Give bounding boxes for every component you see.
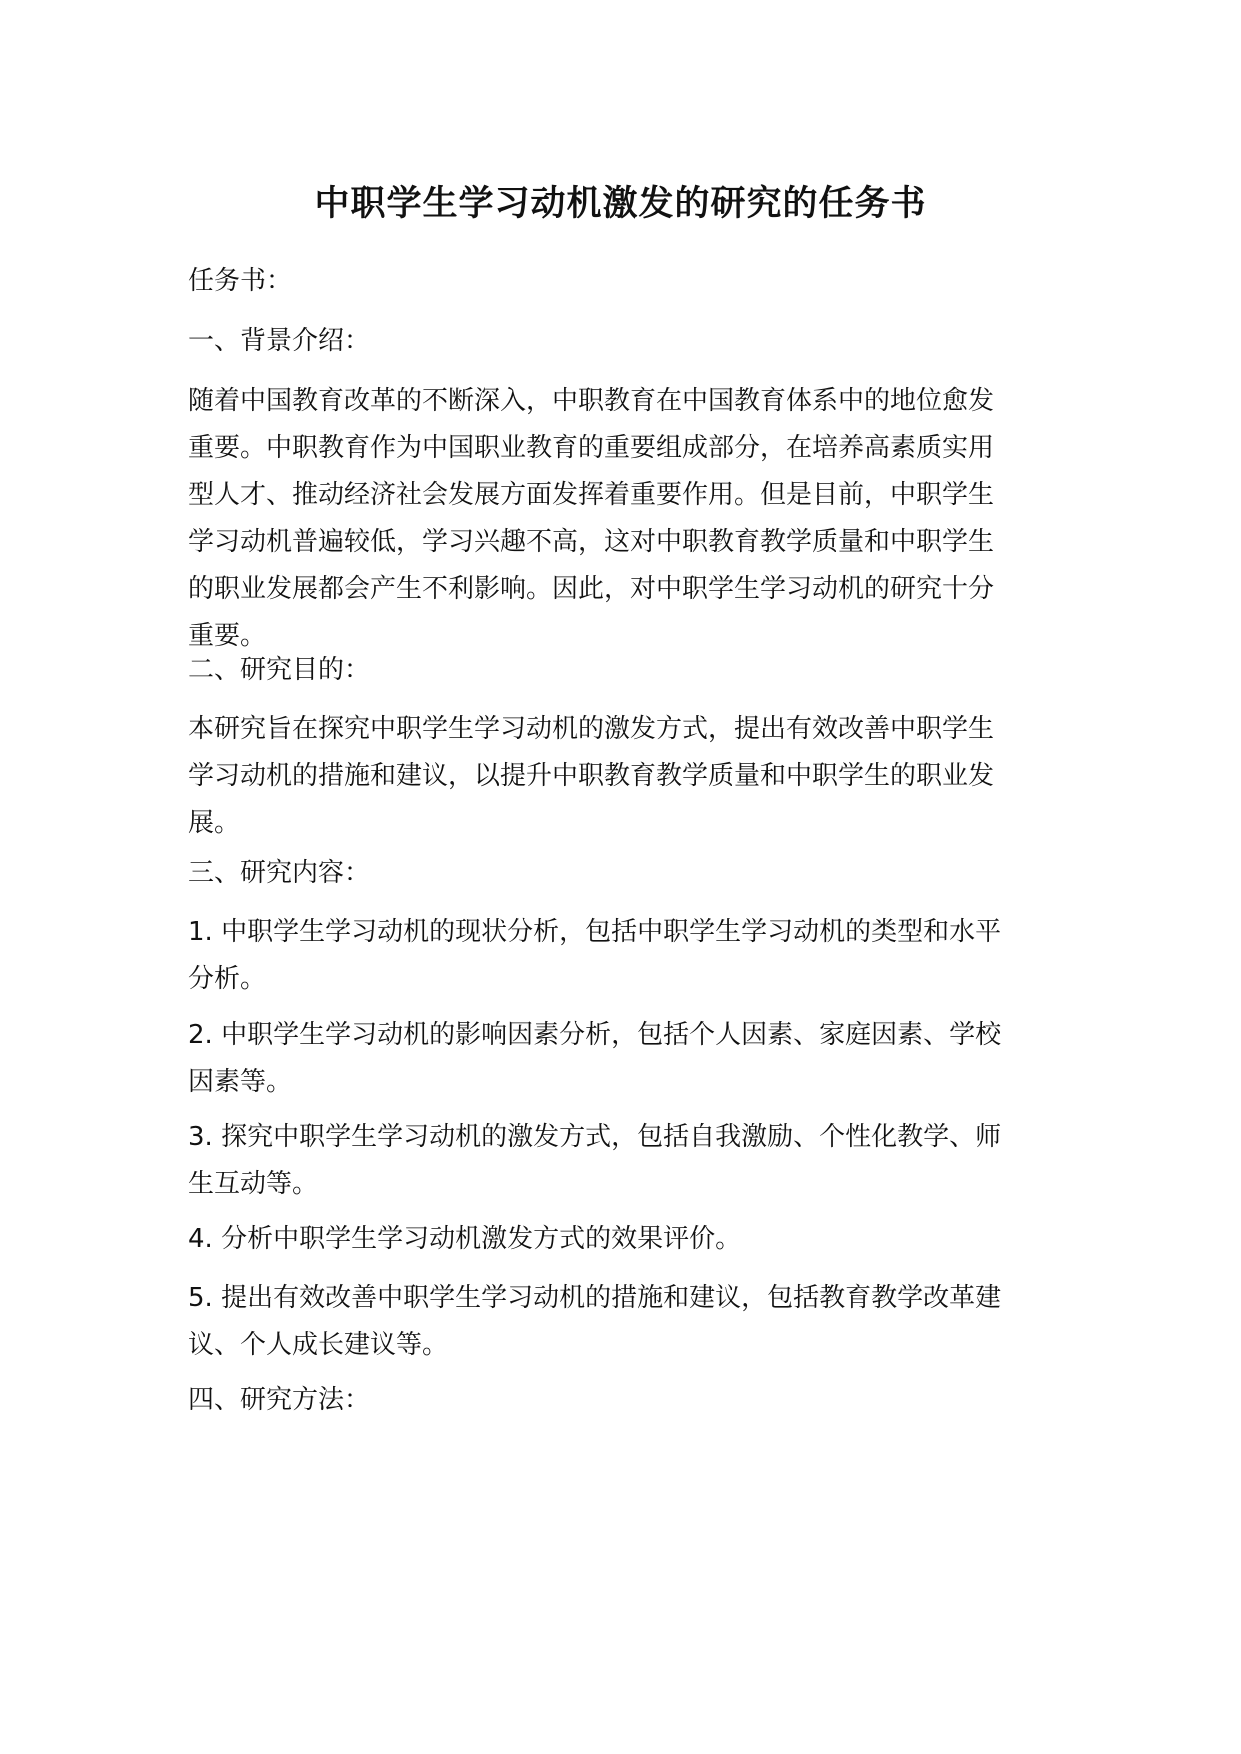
section-heading-content xyxy=(188,850,1044,897)
paragraph-task-heading xyxy=(188,258,1044,305)
text-line: 因素等。 xyxy=(188,1067,293,1097)
text-line: 4. 分析中职学生学习动机激发方式的效果评价。 xyxy=(188,1224,742,1254)
section-heading-purpose xyxy=(188,647,1044,694)
text-line: 三、研究内容： xyxy=(188,858,371,888)
text-line: 3. 探究中职学生学习动机的激发方式，包括自我激励、个性化教学、师 xyxy=(188,1122,1002,1152)
text-line: 2. 中职学生学习动机的影响因素分析，包括个人因素、家庭因素、学校 xyxy=(188,1020,1002,1050)
document-title: 中职学生学习动机激发的研究的任务书 xyxy=(314,184,927,224)
text-line: 学习动机的措施和建议，以提升中职教育教学质量和中职学生的职业发 xyxy=(188,761,995,791)
text-line: 5. 提出有效改善中职学生学习动机的措施和建议，包括教育教学改革建 xyxy=(188,1283,1002,1313)
text-line: 一、背景介绍： xyxy=(188,326,371,356)
text-line: 重要。中职教育作为中国职业教育的重要组成部分，在培养高素质实用 xyxy=(188,433,995,463)
list-item xyxy=(188,1114,1044,1208)
text-line: 随着中国教育改革的不断深入，中职教育在中国教育体系中的地位愈发 xyxy=(188,386,995,416)
section-heading-background xyxy=(188,318,1044,365)
paragraph-background xyxy=(188,378,1044,660)
list-item xyxy=(188,1275,1044,1369)
text-line: 1. 中职学生学习动机的现状分析，包括中职学生学习动机的类型和水平 xyxy=(188,917,1002,947)
list-item xyxy=(188,909,1044,1003)
text-line: 分析。 xyxy=(188,964,267,994)
list-item xyxy=(188,1216,1044,1263)
text-line: 议、个人成长建议等。 xyxy=(188,1330,449,1360)
text-line: 任务书： xyxy=(188,266,293,296)
text-line: 二、研究目的： xyxy=(188,655,371,685)
text-line: 的职业发展都会产生不利影响。因此，对中职学生学习动机的研究十分 xyxy=(188,574,995,604)
text-line: 型人才、推动经济社会发展方面发挥着重要作用。但是目前，中职学生 xyxy=(188,480,995,510)
text-line: 四、研究方法： xyxy=(188,1385,371,1415)
text-line: 生互动等。 xyxy=(188,1169,319,1199)
list-item xyxy=(188,1012,1044,1106)
text-line: 重要。 xyxy=(188,621,267,651)
text-line: 学习动机普遍较低，学习兴趣不高，这对中职教育教学质量和中职学生 xyxy=(188,527,995,557)
text-line: 本研究旨在探究中职学生学习动机的激发方式，提出有效改善中职学生 xyxy=(188,714,995,744)
paragraph-purpose xyxy=(188,706,1044,847)
text-line: 展。 xyxy=(188,808,241,838)
section-heading-methods xyxy=(188,1377,1044,1424)
